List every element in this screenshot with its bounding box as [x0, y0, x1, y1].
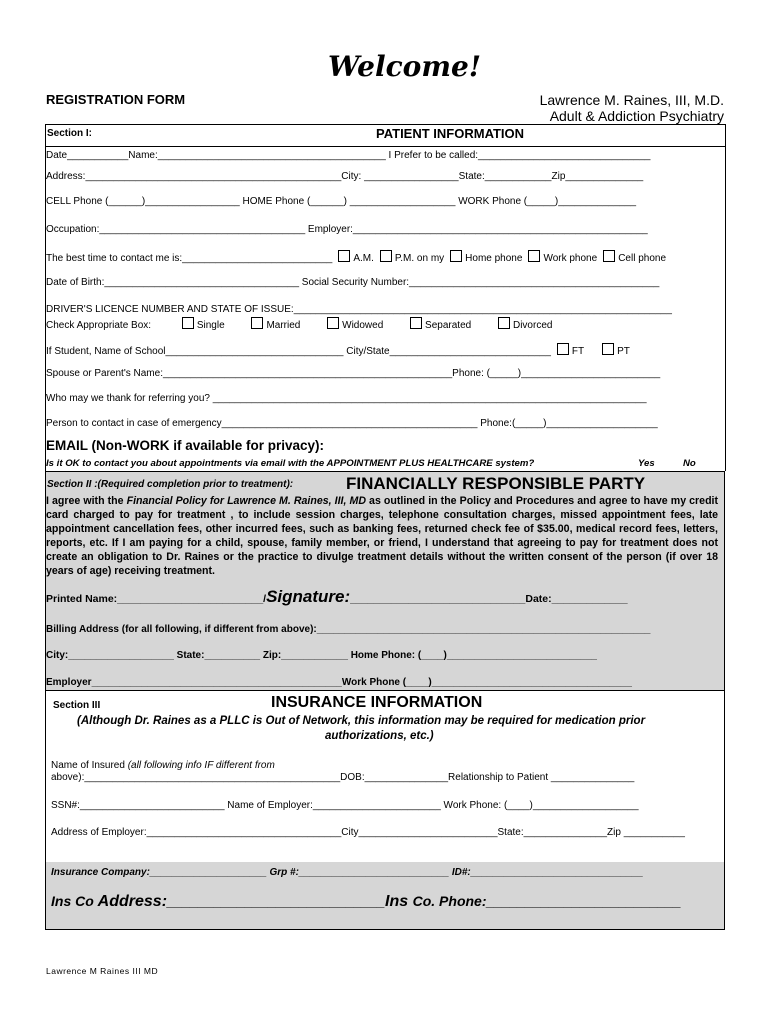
footer-text: Lawrence M Raines III MD	[46, 966, 159, 976]
section1-title: PATIENT INFORMATION	[376, 126, 525, 141]
marital-row	[46, 317, 552, 331]
section3-note-1: (Although Dr. Raines as a PLLC is Out of Network, this information may be required for medication prior	[77, 715, 646, 727]
separated-label: Separated	[425, 320, 472, 331]
insured-row-1	[51, 760, 275, 771]
dob-ssn-line[interactable]: Date of Birth:___________________________________ Social Security Number:_____________________________________________	[46, 277, 660, 288]
divorced-label: Divorced	[512, 320, 553, 331]
form-title: REGISTRATION FORM	[46, 92, 186, 107]
check-box-label: Check Appropriate Box:	[46, 320, 152, 331]
school-line[interactable]: If Student, Name of School________________________________ City/State_____________________________	[46, 346, 551, 357]
referral-line[interactable]: Who may we thank for referring you? ______________________________________________________________________________	[46, 393, 647, 404]
doctor-name: Lawrence M. Raines, III, M.D.	[539, 92, 724, 108]
occupation-line[interactable]: Occupation:_____________________________________ Employer:_____________________________________________________	[46, 224, 648, 235]
insured-note: (all following info IF different from	[127, 760, 275, 771]
employer-address-line[interactable]: Address of Employer:___________________________________City_________________________State:_______________Zip ___________	[51, 827, 685, 838]
home-phone-checkbox[interactable]	[450, 250, 462, 262]
emergency-line[interactable]: Person to contact in case of emergency______________________________________________ Phone:(_____)____________________	[46, 418, 658, 429]
signature-field[interactable]: ______________________________	[350, 593, 526, 605]
ins-phone-label: Ins	[385, 893, 413, 910]
signature-label: Signature:	[266, 587, 351, 606]
pm-label: P.M. on my	[394, 253, 445, 264]
billing-address-line[interactable]: Billing Address (for all following, if different from above):____________________________________________________________	[46, 624, 651, 635]
signature-row	[46, 587, 628, 607]
insured-line[interactable]: above):______________________________________________DOB:_______________Relationship to Patient _______________	[51, 772, 635, 783]
am-label: A.M.	[353, 253, 374, 264]
welcome-title: Welcome!	[328, 50, 482, 83]
cell-phone-checkbox[interactable]	[603, 250, 615, 262]
section2-title: FINANCIALLY RESPONSIBLE PARTY	[346, 474, 646, 493]
section3-title: INSURANCE INFORMATION	[271, 694, 483, 711]
ins-address-big: Address:	[97, 893, 168, 910]
divorced-checkbox[interactable]	[498, 317, 510, 329]
widowed-checkbox[interactable]	[327, 317, 339, 329]
address-line[interactable]: Address:______________________________________________City: _________________State:____________Zip______________	[46, 171, 644, 182]
ins-phone-field[interactable]: _________________________	[486, 893, 682, 909]
single-label: Single	[196, 320, 225, 331]
pt-checkbox[interactable]	[602, 343, 614, 355]
agreement-text-a: I agree with the	[46, 495, 127, 507]
section3-note-2: authorizations, etc.)	[325, 730, 434, 742]
work-phone-checkbox[interactable]	[528, 250, 540, 262]
ins-address-row	[51, 893, 681, 911]
financial-agreement	[46, 494, 718, 578]
married-checkbox[interactable]	[251, 317, 263, 329]
ft-checkbox[interactable]	[557, 343, 569, 355]
work-phone-label: Work phone	[543, 253, 598, 264]
section3-label: Section III	[53, 700, 101, 711]
doctor-specialty: Adult & Addiction Psychiatry	[549, 108, 724, 124]
printed-name-field[interactable]: Printed Name:_________________________/	[46, 593, 267, 605]
am-checkbox[interactable]	[338, 250, 350, 262]
agreement-policy-name: Financial Policy for Lawrence M. Raines, III, MD	[126, 495, 366, 507]
date-field[interactable]: Date:_____________	[525, 593, 628, 605]
single-checkbox[interactable]	[182, 317, 194, 329]
section1-label: Section I:	[47, 128, 93, 139]
pt-label: PT	[617, 346, 630, 357]
best-time-row	[46, 250, 666, 264]
ins-address-label: Ins Co	[51, 893, 98, 909]
email-heading[interactable]: EMAIL (Non-WORK if available for privacy):	[46, 438, 325, 453]
date-name-line[interactable]: Date___________Name:_________________________________________ I Prefer to be called:_______________________________	[46, 150, 651, 161]
section1-mid-rule	[45, 146, 725, 147]
ssn-line[interactable]: SSN#:__________________________ Name of Employer:_______________________ Work Phone: (____)___________________	[51, 800, 639, 811]
section1-border-right	[725, 124, 726, 471]
spouse-line[interactable]: Spouse or Parent's Name:____________________________________________________Phone: (_____)_________________________	[46, 368, 661, 379]
insurance-company-line[interactable]: Insurance Company:_____________________ Grp #:___________________________ ID#:_______________________________	[51, 867, 644, 878]
billing-employer-line[interactable]: Employer_____________________________________________Work Phone (____)____________________________________	[46, 677, 632, 688]
phone-line[interactable]: CELL Phone (______)_________________ HOME Phone (______) ___________________ WORK Phone (_____)______________	[46, 196, 637, 207]
billing-city-line[interactable]: City:___________________ State:__________ Zip:____________ Home Phone: (____)___________________________	[46, 650, 597, 661]
section1-top-rule	[45, 124, 725, 125]
email-question: Is it OK to contact you about appointments via email with the APPOINTMENT PLUS HEALTHCARE system?	[46, 458, 535, 469]
school-row	[46, 343, 630, 357]
license-line[interactable]: DRIVER'S LICENCE NUMBER AND STATE OF ISSUE:____________________________________________________________________	[46, 304, 672, 315]
cell-phone-label: Cell phone	[618, 253, 666, 264]
separated-checkbox[interactable]	[410, 317, 422, 329]
married-label: Married	[266, 320, 301, 331]
insured-label: Name of Insured	[51, 760, 128, 771]
ins-phone-big: Co. Phone:	[412, 893, 487, 909]
widowed-label: Widowed	[342, 320, 384, 331]
email-no[interactable]: No	[683, 458, 696, 469]
ft-label: FT	[571, 346, 585, 357]
agreement-text-c: as outlined in the Policy and Procedures and agree to have my credit card charged to pay for treatment , to include session charges, telephone consultation charges, missed appointment fees, late appointment cancellation fees, other incurred fees, such as banking fees, returned check fee of $35.00, medical record fees, letters, reports, etc. If I am paying for a child, spouse, family member, or friend, I understand that agreeing to pay for treatment does not create an obligation to Dr. Raines or the practice to divulge treatment details without the written consent of the person (if over 18 years of age) receiving treatment.	[46, 495, 719, 577]
home-phone-label: Home phone	[465, 253, 523, 264]
section2-label: Section II :(Required completion prior to treatment):	[47, 479, 294, 490]
email-yes[interactable]: Yes	[638, 458, 655, 469]
best-time-label[interactable]: The best time to contact me is:___________________________	[46, 253, 333, 264]
ins-address-field[interactable]: ____________________________	[167, 893, 386, 909]
pm-checkbox[interactable]	[380, 250, 392, 262]
